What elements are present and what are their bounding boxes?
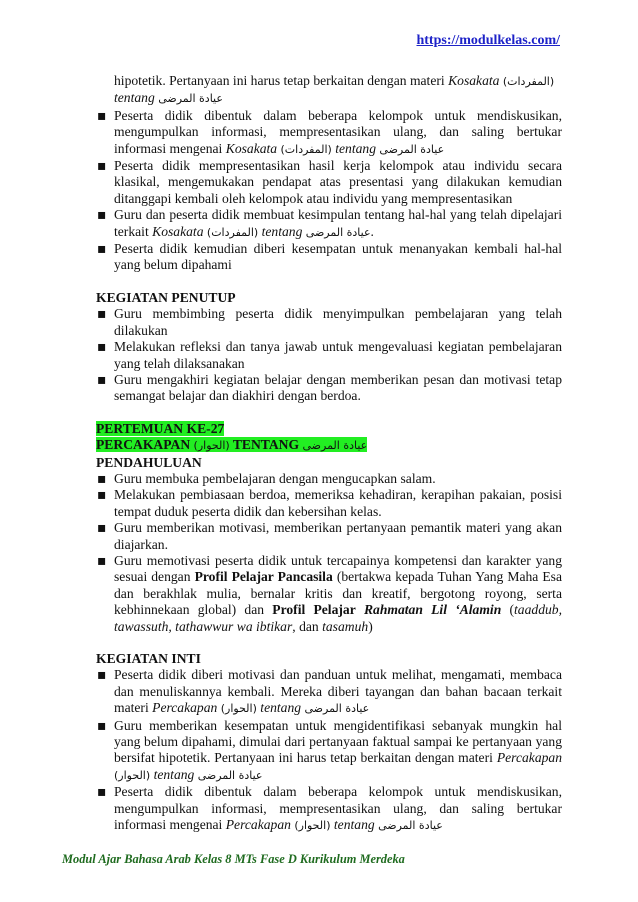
list-item: ▪ Guru membimbing peserta didik menyimpulkan pembelajaran yang telah dilakukan: [96, 306, 562, 339]
list-item: ▪ Guru memberikan motivasi, memberikan pertanyaan pemantik materi yang akan diajarkan.: [96, 520, 562, 553]
list-item: ▪ Guru memotivasi peserta didik untuk tercapainya kompetensi dan karakter yang sesuai dengan Profil Pelajar Pancasila (bertakwa kepada Tuhan Yang Maha Esa dan berakhlak mulia, bernalar kritis dan kreatif, bergotong royong, serta kebhinnekaan global) dan Profil Pelajar Rahmatan Lil ‘Alamin (taaddub, tawassuth, tathawwur wa ibtikar, dan tasamuh): [96, 553, 562, 635]
pendahuluan-heading: PENDAHULUAN: [96, 454, 202, 470]
continuation-paragraph: [96, 73, 562, 108]
list-item: ▪ Peserta didik dibentuk dalam beberapa kelompok untuk mendiskusikan, mengumpulkan informasi, mempresentasikan ulang, dan saling bertukar informasi mengenai Kosakata (المفردات) tentang عيادة المرضى: [96, 108, 562, 158]
pertemuan-subtitle: PERCAKAPAN (الحوار) TENTANG عيادة المرضى: [96, 437, 368, 453]
document-body: [96, 73, 562, 834]
list-item: ▪ Guru membuka pembelajaran dengan mengucapkan salam.: [96, 471, 562, 487]
kosakata-term: Kosakata: [448, 73, 500, 88]
list-item: ▪ Peserta didik diberi motivasi dan panduan untuk melihat, mengamati, membaca dan menuliskannya kembali. Mereka diberi tayangan dan bahan bacaan terkait materi Percakapan (الحوار) tentang عيادة المرضى: [96, 667, 562, 717]
pendahuluan-list: [96, 471, 562, 635]
pertemuan-title: PERTEMUAN KE-27: [96, 420, 225, 436]
footer-text: Modul Ajar Bahasa Arab Kelas 8 MTs Fase D Kurikulum Merdeka: [62, 852, 405, 866]
inti-heading: KEGIATAN INTI: [96, 651, 201, 666]
list-item: ▪ Peserta didik mempresentasikan hasil kerja kelompok atau individu secara klasikal, mengemukakan pendapat atas presentasi yang dilakukan kemudian ditanggapi kembali oleh kelompok atau individu yang mempresentasikan: [96, 158, 562, 207]
list-item: ▪ Guru memberikan kesempatan untuk mengidentifikasi sebanyak mungkin hal yang belum dipahami, dimulai dari pertanyaan faktual sampai ke pertanyaan yang bersifat hipotetik. Pertanyaan ini harus tetap berkaitan dengan materi Percakapan (الحوار) tentang عيادة المرضى: [96, 718, 562, 785]
arabic-mufradat: (المفردات): [502, 75, 555, 88]
tentang-term: tentang: [114, 90, 155, 106]
list-item: ▪ Guru mengakhiri kegiatan belajar dengan memberikan pesan dan motivasi tetap semangat belajar dan diakhiri dengan berdoa.: [96, 372, 562, 405]
header-url-link[interactable]: https://modulkelas.com/: [416, 33, 560, 48]
inti-list-continued: [96, 108, 562, 274]
inti-list: [96, 667, 562, 834]
list-item: ▪ Peserta didik kemudian diberi kesempatan untuk menanyakan kembali hal-hal yang belum dipahami: [96, 241, 562, 274]
list-item: ▪ Guru dan peserta didik membuat kesimpulan tentang hal-hal yang telah dipelajari terkait Kosakata (المفردات) tentang عيادة المرضى.: [96, 207, 562, 241]
list-item: ▪ Peserta didik dibentuk dalam beberapa kelompok untuk mendiskusikan, mengumpulkan informasi, mempresentasikan ulang, dan saling bertukar informasi mengenai Percakapan (الحوار) tentang عيادة المرضى: [96, 784, 562, 834]
list-item: ▪ Melakukan refleksi dan tanya jawab untuk mengevaluasi kegiatan pembelajaran yang telah dilaksanakan: [96, 339, 562, 372]
penutup-heading: KEGIATAN PENUTUP: [96, 289, 236, 305]
continuation-text: hipotetik. Pertanyaan ini harus tetap berkaitan dengan materi: [114, 73, 445, 88]
penutup-list: [96, 306, 562, 404]
list-item: ▪ Melakukan pembiasaan berdoa, memeriksa kehadiran, kerapihan pakaian, posisi tempat duduk peserta didik dan kebersihan kelas.: [96, 487, 562, 520]
arabic-topic: عيادة المرضى: [158, 92, 223, 106]
